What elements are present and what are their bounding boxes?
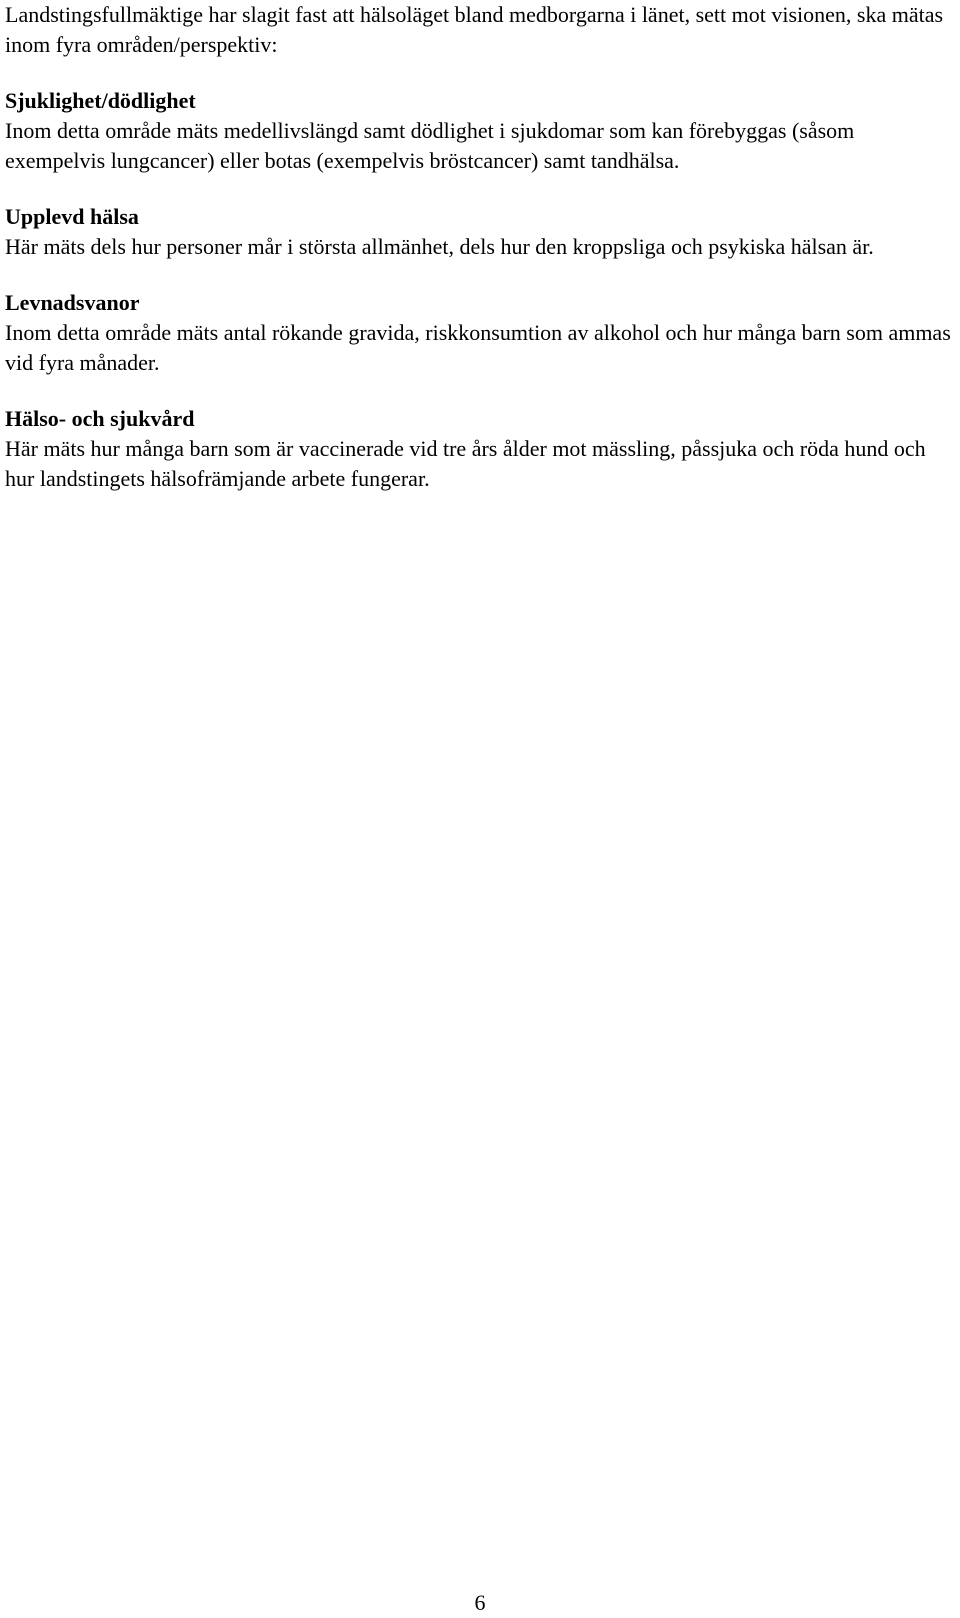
section-levnadsvanor	[5, 288, 955, 378]
page-number: 6	[474, 1590, 486, 1615]
section-text: Inom detta område mäts medellivslängd samt dödlighet i sjukdomar som kan förebyggas (såsom exempelvis lungcancer) eller botas (exempelvis bröstcancer) samt tandhälsa.	[5, 118, 855, 173]
section-text: Inom detta område mäts antal rökande gravida, riskkonsumtion av alkohol och hur många barn som ammas vid fyra månader.	[5, 320, 951, 375]
section-text: Här mäts dels hur personer mår i största allmänhet, dels hur den kroppsliga och psykiska hälsan är.	[5, 234, 874, 259]
section-sjuklighet	[5, 86, 955, 176]
section-title: Sjuklighet/dödlighet	[5, 88, 196, 113]
section-title: Hälso- och sjukvård	[5, 406, 195, 431]
section-text: Här mäts hur många barn som är vaccinerade vid tre års ålder mot mässling, påssjuka och röda hund och hur landstingets hälsofrämjande arbete fungerar.	[5, 436, 926, 491]
section-title: Upplevd hälsa	[5, 204, 139, 229]
section-halso-och-sjukvard	[5, 404, 955, 494]
section-title: Levnadsvanor	[5, 290, 140, 315]
document-body	[5, 0, 955, 520]
section-upplevd-halsa	[5, 202, 955, 262]
intro-paragraph: Landstingsfullmäktige har slagit fast att hälsoläget bland medborgarna i länet, sett mot visionen, ska mätas inom fyra områden/perspektiv:	[5, 2, 944, 57]
